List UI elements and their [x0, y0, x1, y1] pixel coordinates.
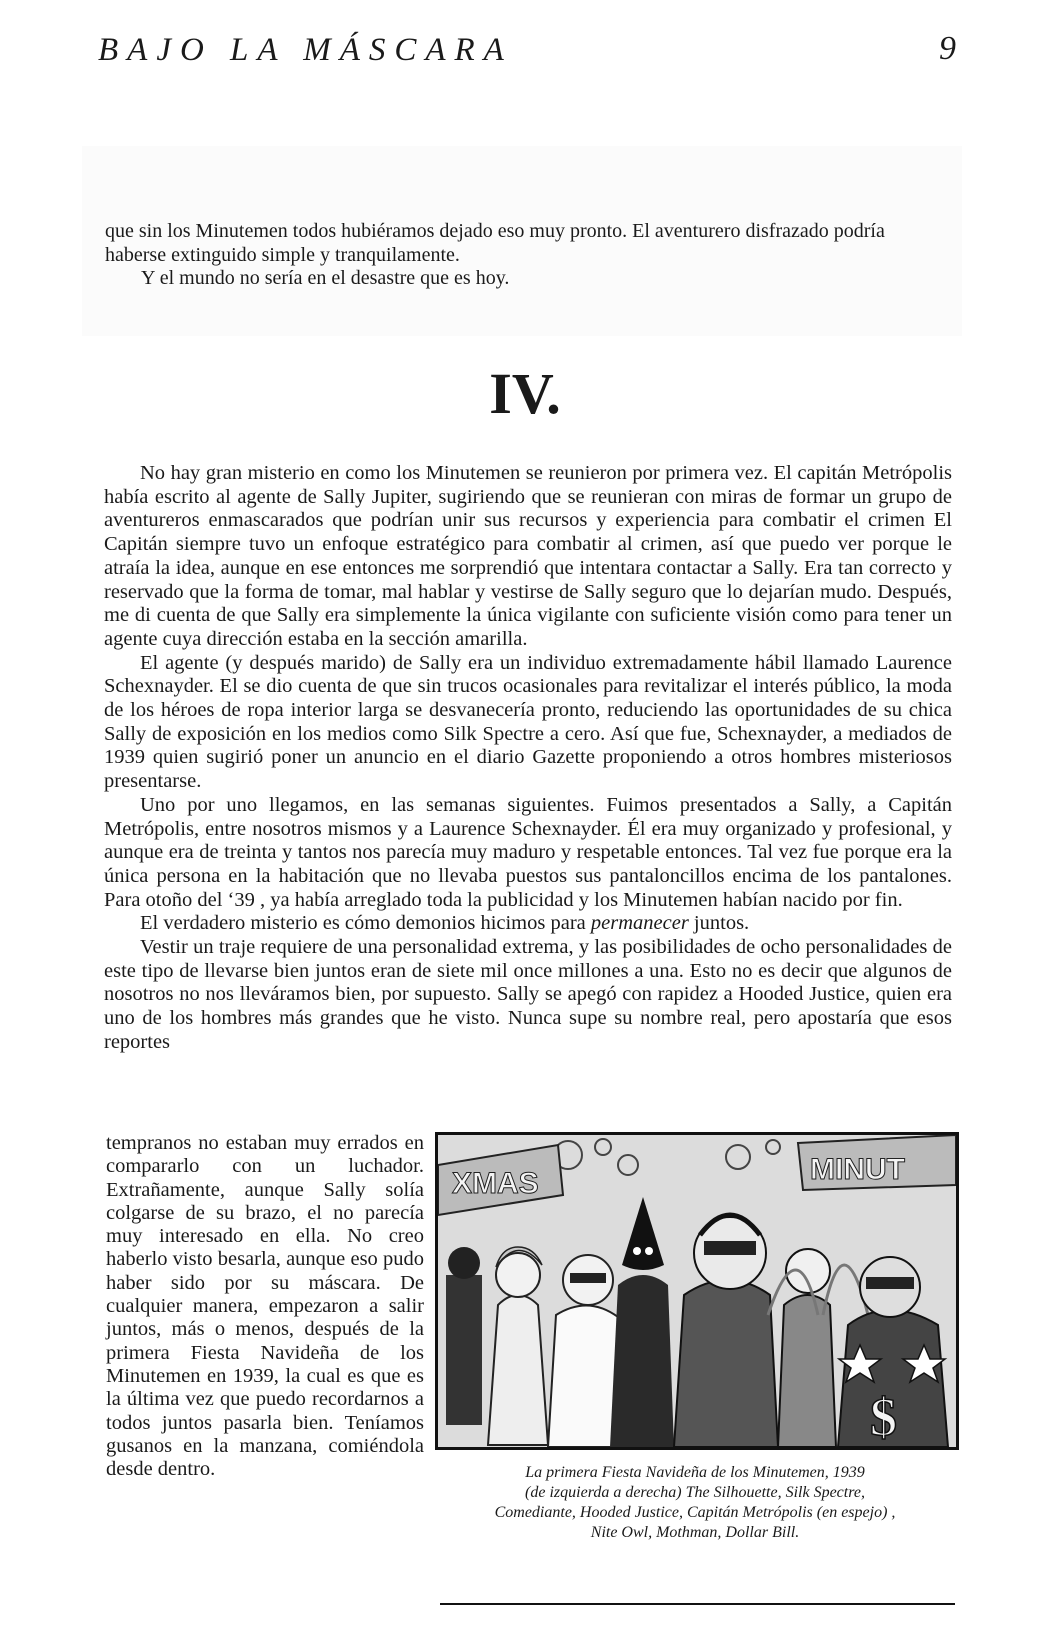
- caption-line: Comediante, Hooded Justice, Capitán Metrópolis (en espejo) ,: [494, 1504, 896, 1521]
- illustration-drawing: [438, 1135, 956, 1447]
- caption-line: Nite Owl, Mothman, Dollar Bill.: [590, 1524, 800, 1541]
- caption-line: La primera Fiesta Navideña de los Minutemen, 1939: [525, 1464, 865, 1481]
- illustration-caption: [440, 1463, 950, 1543]
- caption-line: (de izquierda a derecha) The Silhouette, Silk Spectre,: [525, 1484, 865, 1501]
- running-title: BAJO LA MÁSCARA: [98, 32, 513, 68]
- banner-text-left: XMAS: [452, 1167, 539, 1200]
- side-paragraph: tempranos no estaban muy errados en compararlo con un luchador. Extrañamente, aunque Sally solía colgarse de su brazo, el no parecía muy interesado en ella. No creo haberlo visto besarla, aunque eso pudo haber sido por su máscara. De cualquier manera, empezaron a salir juntos, más o menos, después de la primera Fiesta Navideña de los Minutemen en 1939, la cual es que es la última vez que puedo recordarnos a todos juntos pasarla bien. Teníamos gusanos en la manzana, comiéndola desde dentro.: [106, 1132, 424, 1481]
- intro-paragraph: que sin los Minutemen todos hubiéramos dejado eso muy pronto. El aventurero disfrazado podría haberse extinguido simple y tranquilamente.: [105, 220, 885, 266]
- intro-text: [105, 220, 945, 291]
- dollar-emblem: $: [870, 1387, 897, 1447]
- bottom-rule: [440, 1603, 955, 1605]
- body-paragraph: El agente (y después marido) de Sally era un individuo extremadamente hábil llamado Laurence Schexnayder. El se dio cuenta de que sin trucos ocasionales para revitalizar el interés público, la moda de los héroes de ropa interior larga se desvanecería pronto, reduciendo las oportunidades de su chica Sally de exposición en los medios como Silk Spectre a cero. Así que fue, Schexnayder, a mediados de 1939 quien sugirió poner un anuncio en el diario Gazette proponiendo a otros hombres misteriosos presentarse.: [104, 651, 952, 793]
- emphasis-word: permanecer: [590, 912, 689, 935]
- section-heading: IV.: [489, 361, 561, 426]
- side-column-text: [106, 1132, 424, 1481]
- body-paragraph: [104, 912, 952, 936]
- body-text-run: El verdadero misterio es cómo demonios hicimos para: [140, 912, 591, 935]
- body-paragraph: Uno por uno llegamos, en las semanas siguientes. Fuimos presentados a Sally, a Capitán Metrópolis, entre nosotros mismos y a Laurence Schexnayder. Él era muy organizado y profesional, y aunque era de treinta y tantos nos parecía muy maduro y respetable entonces. Tal vez fue porque era la única persona en la habitación que no llevaba puestos sus pantaloncillos encima de los pantalones. Para otoño del ‘39 , ya había arreglado toda la publicidad y los Minutemen habían nacido por fin.: [104, 793, 952, 911]
- banner-text-right: MINUT: [810, 1153, 905, 1186]
- party-illustration: [435, 1132, 959, 1450]
- body-paragraph: Vestir un traje requiere de una personalidad extrema, y las posibilidades de ocho personalidades de este tipo de llevarse bien juntos eran de siete mil once millones a una. Esto no es decir que algunos de nosotros no nos lleváramos bien, por supuesto. Sally se apegó con rapidez a Hooded Justice, quien era uno de los hombres más grandes que he visto. Nunca supe su nombre real, pero apostaría que esos reportes: [104, 936, 952, 1053]
- body-text-run: juntos.: [688, 912, 750, 935]
- body-text: [104, 462, 952, 1055]
- body-paragraph: No hay gran misterio en como los Minutemen se reunieron por primera vez. El capitán Metrópolis había escrito al agente de Sally Jupiter, sugiriendo que se reunieran con miras de formar un grupo de aventureros enmascarados que podrían unir sus recursos y experiencia para combatir el crimen El Capitán siempre tuvo un enfoque estratégico para combatir al crimen, así que puedo ver porque le atraía la idea, aunque en ese entonces me sorprendió que intentara contactar a Sally. Era tan correcto y reservado que la forma de tomar, mal hablar y vestirse de Sally seguro que lo dejarían mudo. Después, me di cuenta de que Sally era simplemente la única vigilante con suficiente visión como para tener un agente cuya dirección estaba en la sección amarilla.: [104, 462, 952, 650]
- intro-paragraph: Y el mundo no sería en el desastre que es hoy.: [141, 267, 510, 289]
- page-number: 9: [939, 30, 956, 67]
